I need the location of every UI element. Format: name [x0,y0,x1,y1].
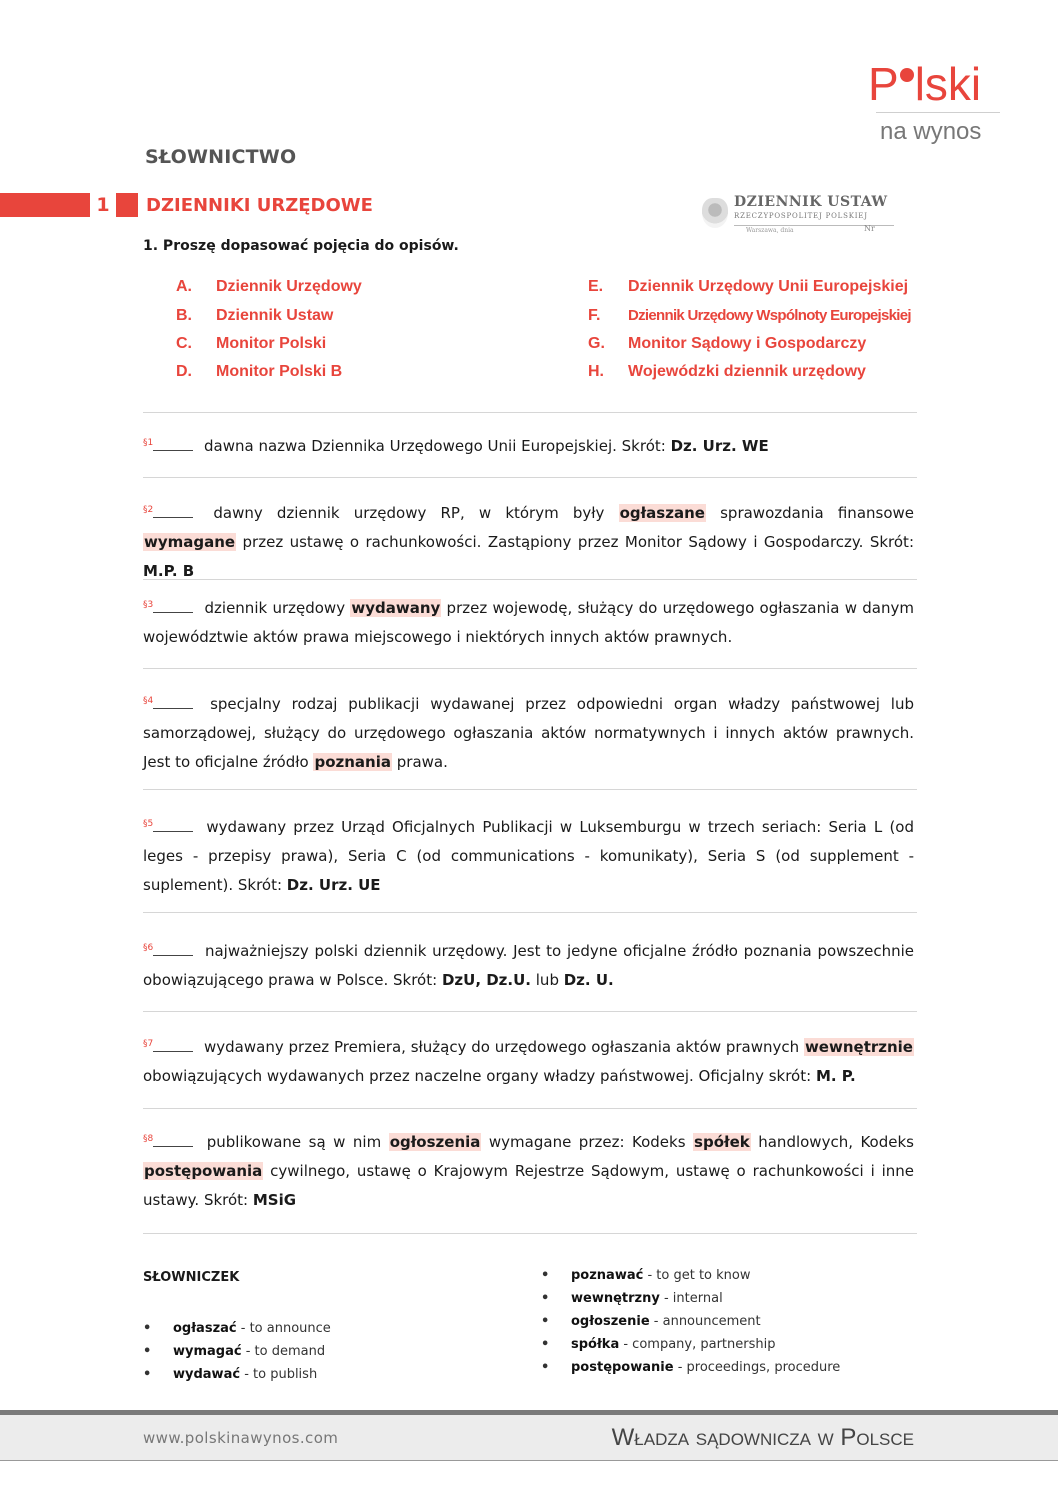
stamp-title: DZIENNIK USTAW [734,194,888,210]
answer-blank[interactable] [153,503,193,518]
highlighted-word: spółek [694,1133,750,1151]
section-bar-end [116,193,138,217]
item-text: obowiązujących wydawanych przez naczelne organy władzy państwowej. Oficjalny skrót: [143,1067,816,1085]
stamp-nr: Nr [864,224,875,233]
logo-word [868,58,981,110]
abbreviation: MSiG [252,1191,297,1209]
section-title: DZIENNIKI URZĘDOWE [146,195,373,216]
option-letter: G. [588,335,605,352]
option-text: Dziennik Urzędowy Wspólnoty Europejskiej [628,307,911,324]
item-text: specjalny rodzaj publikacji wydawanej przez odpowiedni organ władzy państwowej lub samorządowej, służący do urzędowego ogłaszania aktów normatywnych i innych aktów prawnych. Jest to oficjalne źródło [143,695,914,771]
footer-title: Władza sądownicza w Polsce [611,1424,914,1451]
highlighted-word: wydawany [351,599,441,617]
option-letter: F. [588,307,601,324]
bullet-icon: • [541,1337,550,1352]
glossary-word: poznawać [571,1268,644,1283]
bullet-icon: • [541,1268,550,1283]
answer-blank[interactable] [153,817,193,832]
item-number: §3 [143,600,154,610]
exercise-item-2 [143,499,914,586]
bullet-icon: • [541,1314,550,1329]
item-text: dziennik urzędowy [199,599,351,617]
abbreviation: M.P. B [143,562,195,580]
exercise-item-3 [143,594,914,652]
logo-letters: lski [914,58,982,110]
logo-letter: P [868,58,899,110]
option-text: Wojewódzki dziennik urzędowy [628,363,866,380]
highlighted-word: poznania [314,753,391,771]
item-text: dawny dziennik urzędowy RP, w którym były [199,504,619,522]
answer-blank[interactable] [153,1132,193,1147]
bullet-icon: • [541,1291,550,1306]
logo-dot-icon [900,68,914,82]
option-letter: H. [588,363,604,380]
stamp-subtitle: RZECZYPOSPOLITEJ POLSKIEJ [734,212,868,220]
glossary-word: spółka [571,1337,620,1352]
abbreviation: DzU, Dz.U. [441,971,531,989]
bullet-icon: • [143,1344,152,1359]
option-letter: C. [176,335,192,352]
item-text: najważniejszy polski dziennik urzędowy. Jest to jedyne oficjalne źródło poznania powszechnie obowiązującego prawa w Polsce. Skrót: [143,942,914,989]
glossary-word: ogłaszać [173,1321,237,1336]
bullet-icon: • [143,1321,152,1336]
answer-blank[interactable] [153,941,193,956]
bullet-icon: • [541,1360,550,1375]
exercise-item-6 [143,937,914,995]
item-number: §2 [143,505,154,515]
highlighted-word: wewnętrznie [804,1038,913,1056]
option-letter: E. [588,278,604,295]
highlighted-word: postępowania [144,1162,263,1180]
instruction: 1. Proszę dopasować pojęcia do opisów. [143,238,459,254]
glossary-word: postępowanie [571,1360,674,1375]
option-text: Monitor Polski B [216,363,343,380]
glossary-meaning: - proceedings, procedure [673,1360,841,1375]
glossary-word: wewnętrzny [571,1291,660,1306]
item-text: wymagane przez: Kodeks [481,1133,694,1151]
item-number: §4 [143,696,154,706]
item-text: sprawozdania finansowe [705,504,915,522]
option-text: Dziennik Urzędowy Unii Europejskiej [628,278,909,295]
item-text: przez wojewodę, służący do urzędowego ogłaszania w danym województwie aktów prawa miejscowego i niektórych innych aktów prawnych. [143,599,914,646]
item-number: §5 [143,819,154,829]
item-text: publikowane są w nim [199,1133,389,1151]
divider [143,1233,917,1234]
item-number: §7 [143,1039,154,1049]
answer-blank[interactable] [153,694,193,709]
item-text: cywilnego, ustawę o Krajowym Rejestrze Sądowym, ustawę o rachunkowości i inne ustawy. Skrót: [143,1162,914,1209]
glossary-word: wymagać [173,1344,242,1359]
exercise-item-1 [143,432,914,461]
footer-url[interactable]: www.polskinawynos.com [143,1429,339,1447]
glossary-meaning: - to publish [240,1367,318,1382]
item-number: §6 [143,943,154,953]
exercise-item-5 [143,813,914,900]
abbreviation: Dz. Urz. WE [670,437,769,455]
exercise-item-8 [143,1128,914,1215]
option-letter: A. [176,278,192,295]
item-text: przez ustawę o rachunkowości. Zastąpiony przez Monitor Sądowy i Gospodarczy. Skrót: [236,533,914,551]
footer-top-border [0,1410,1058,1415]
logo [868,58,998,154]
divider [143,668,917,669]
answer-blank[interactable] [153,1037,193,1052]
divider [143,789,917,790]
exercise-item-7 [143,1033,914,1091]
glossary-meaning: - company, partnership [619,1337,776,1352]
glossary-meaning: - announcement [649,1314,761,1329]
item-text: prawa. [392,753,448,771]
stamp-place: Warszawa, dnia [746,227,794,234]
option-letter: D. [176,363,192,380]
option-text: Dziennik Ustaw [216,307,334,324]
item-text: dawna nazwa Dziennika Urzędowego Unii Europejskiej. Skrót: [199,437,671,455]
answer-blank[interactable] [153,436,193,451]
option-text: Dziennik Urzędowy [216,278,362,295]
highlighted-word: ogłaszane [619,504,705,522]
eagle-emblem-icon [702,198,728,228]
option-text: Monitor Polski [216,335,327,352]
section-bar [0,193,90,217]
footer-bottom-border [0,1460,1058,1461]
glossary-meaning: - internal [659,1291,723,1306]
item-number: §1 [143,438,154,448]
glossary-meaning: - to get to know [643,1268,751,1283]
divider [143,477,917,478]
dziennik-ustaw-stamp [700,194,896,238]
exercise-item-4 [143,690,914,777]
page-title: SŁOWNICTWO [145,146,297,168]
option-text: Monitor Sądowy i Gospodarczy [628,335,867,352]
item-text: lub [531,971,564,989]
logo-divider [876,112,1000,113]
bullet-icon: • [143,1367,152,1382]
item-text: wydawany przez Premiera, służący do urzędowego ogłaszania aktów prawnych [199,1038,804,1056]
divider [143,1011,917,1012]
logo-subtitle: na wynos [880,118,982,145]
abbreviation: Dz. U. [563,971,614,989]
glossary-word: wydawać [173,1367,241,1382]
glossary-meaning: - to demand [241,1344,326,1359]
abbreviation: Dz. Urz. UE [286,876,381,894]
highlighted-word: ogłoszenia [389,1133,481,1151]
item-text: wydawany przez Urząd Oficjalnych Publikacji w Luksemburgu w trzech seriach: Seria L (od leges - przepisy prawa), Seria C (od communications - komunikaty), Seria S (od supplement - suplement). Skrót: [143,818,914,894]
glossary-meaning: - to announce [236,1321,331,1336]
item-number: §8 [143,1134,154,1144]
option-letter: B. [176,307,192,324]
highlighted-word: wymagane [144,533,236,551]
item-text: handlowych, Kodeks [750,1133,914,1151]
section-number: 1 [96,194,110,216]
glossary-word: ogłoszenie [571,1314,650,1329]
abbreviation: M. P. [815,1067,856,1085]
divider [143,1108,917,1109]
divider [143,412,917,413]
answer-blank[interactable] [153,598,193,613]
divider [143,912,917,913]
glossary-title: SŁOWNICZEK [143,1270,240,1285]
